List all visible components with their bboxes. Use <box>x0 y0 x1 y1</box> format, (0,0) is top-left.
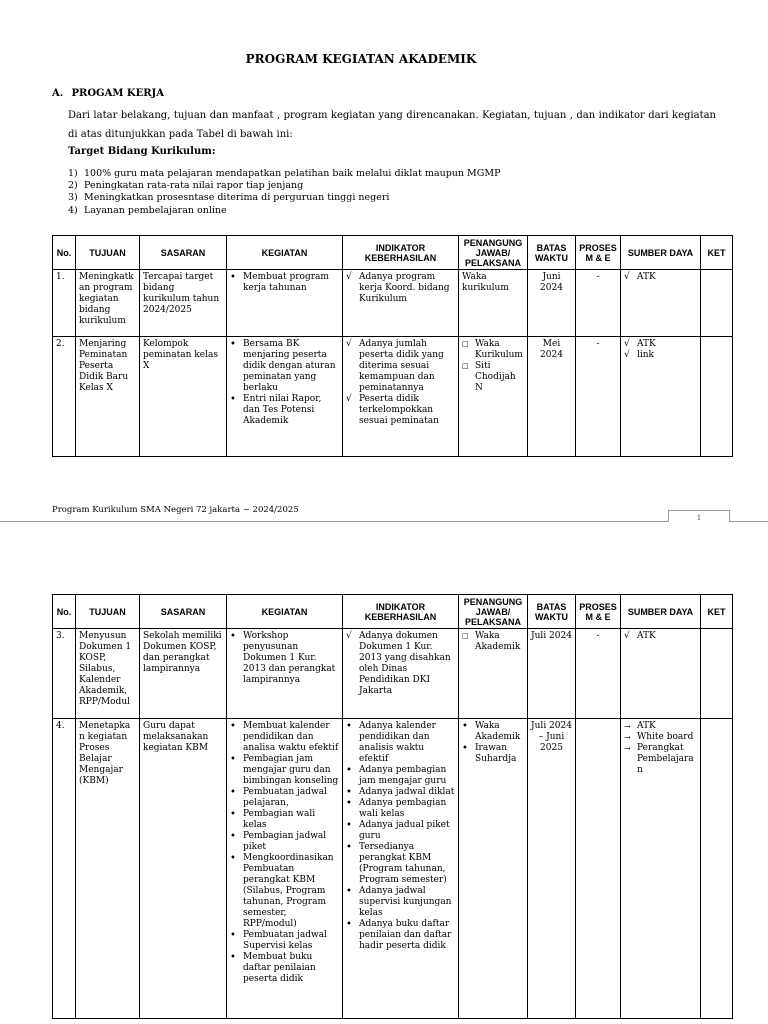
cell-indikator: √ Adanya jumlah peserta didik yang diterima sesuai kemampuan dan peminatannya √ Peserta didik terkelompokkan sesuai peminatan <box>343 337 459 457</box>
cell-tujuan: Menjaring Peminatan Peserta Didik Baru Kelas X <box>76 337 140 457</box>
footer-divider <box>0 521 768 522</box>
cell-sasaran: Tercapai target bidang kurikulum tahun 2024/2025 <box>140 270 227 337</box>
cell-indikator: √ Adanya program kerja Koord. bidang Kurikulum <box>343 270 459 337</box>
cell-indikator: • Adanya kalender pendidikan dan analisis waktu efektif • Adanya pembagian jam mengajar guru • Adanya jadwal diklat • Adanya pembagian wali kelas • Adanya jadual piket guru • Tersedianya perangkat KBM (Program tahunan, Program semester) • Adanya jadwal supervisi kunjungan kelas • Adanya buku daftar penilaian dan daftar hadir peserta didik <box>343 719 459 1019</box>
cell-sasaran: Sekolah memiliki Dokumen KOSP, dan perangkat lampirannya <box>140 629 227 719</box>
col-tujuan: TUJUAN <box>76 236 140 270</box>
page-number: 1 <box>668 510 730 522</box>
target-list <box>68 168 500 217</box>
col-batas: BATAS WAKTU <box>528 236 576 270</box>
table-header-row <box>53 595 733 629</box>
cell-ket <box>701 270 733 337</box>
cell-no: 4. <box>53 719 76 1019</box>
table-row <box>53 719 733 1019</box>
cell-penanggung: □ Waka Akademik <box>459 629 528 719</box>
col-proses: PROSES M & E <box>576 236 621 270</box>
col-penanggung: PENANGUNG JAWAB/ PELAKSANA <box>459 236 528 270</box>
col-no: No. <box>53 236 76 270</box>
cell-kegiatan: • Bersama BK menjaring peserta didik dengan aturan peminatan yang berlaku • Entri nilai Rapor, dan Tes Potensi Akademik <box>227 337 343 457</box>
cell-kegiatan: • Workshop penyusunan Dokumen 1 Kur. 2013 dan perangkat lampirannya <box>227 629 343 719</box>
page-title: PROGRAM KEGIATAN AKADEMIK <box>245 52 477 66</box>
col-indikator: INDIKATOR KEBERHASILAN <box>343 236 459 270</box>
cell-tujuan: Menetapkan kegiatan Proses Belajar Mengajar (KBM) <box>76 719 140 1019</box>
cell-no: 3. <box>53 629 76 719</box>
col-sumber: SUMBER DAYA <box>621 595 701 629</box>
cell-batas: Juli 2024 – Juni 2025 <box>528 719 576 1019</box>
cell-sumber: √ ATK <box>621 270 701 337</box>
cell-kegiatan: • Membuat program kerja tahunan <box>227 270 343 337</box>
table-header-row <box>53 236 733 270</box>
cell-tujuan: Menyusun Dokumen 1 KOSP, Silabus, Kalender Akademik, RPP/Modul <box>76 629 140 719</box>
col-proses: PROSES M & E <box>576 595 621 629</box>
col-sumber: SUMBER DAYA <box>621 236 701 270</box>
col-indikator: INDIKATOR KEBERHASILAN <box>343 595 459 629</box>
cell-penanggung: □ Waka Kurikulum □ Siti Chodijah N <box>459 337 528 457</box>
col-kegiatan: KEGIATAN <box>227 595 343 629</box>
cell-no: 1. <box>53 270 76 337</box>
cell-batas: Mei 2024 <box>528 337 576 457</box>
table-row <box>53 337 733 457</box>
cell-batas: Juli 2024 <box>528 629 576 719</box>
cell-ket <box>701 629 733 719</box>
col-sasaran: SASARAN <box>140 236 227 270</box>
cell-sasaran: Guru dapat melaksanakan kegiatan KBM <box>140 719 227 1019</box>
table-row <box>53 270 733 337</box>
section-title: PROGAM KERJA <box>71 88 164 99</box>
cell-indikator: √ Adanya dokumen Dokumen 1 Kur. 2013 yang disahkan oleh Dinas Pendidikan DKI Jakarta <box>343 629 459 719</box>
section-label: A. <box>52 88 64 99</box>
cell-sumber: √ ATK <box>621 629 701 719</box>
cell-kegiatan: • Membuat kalender pendidikan dan analisa waktu efektif • Pembagian jam mengajar guru dan bimbingan konseling • Pembuatan jadwal pelajaran, • Pembagian wali kelas • Pembagian jadwal piket • Mengkoordinasikan Pembuatan perangkat KBM (Silabus, Program tahunan, Program semester, RPP/modul) • Pembuatan jadwal Supervisi kelas • Membuat buku daftar penilaian peserta didik <box>227 719 343 1019</box>
cell-ket <box>701 719 733 1019</box>
list-item: 1) 100% guru mata pelajaran mendapatkan pelatihan baik melalui diklat maupun MGMP <box>68 168 501 179</box>
cell-sumber: √ ATK √ link <box>621 337 701 457</box>
cell-ket <box>701 337 733 457</box>
cell-proses <box>576 719 621 1019</box>
col-ket: KET <box>701 595 733 629</box>
section-heading <box>52 88 164 99</box>
program-table-2 <box>52 594 733 1019</box>
cell-no: 2. <box>53 337 76 457</box>
cell-penanggung: • Waka Akademik • Irawan Suhardja <box>459 719 528 1019</box>
cell-proses: - <box>576 629 621 719</box>
col-kegiatan: KEGIATAN <box>227 236 343 270</box>
cell-tujuan: Meningkatkan program kegiatan bidang kurikulum <box>76 270 140 337</box>
cell-penanggung: Waka kurikulum <box>459 270 528 337</box>
col-penanggung: PENANGUNG JAWAB/ PELAKSANA <box>459 595 528 629</box>
cell-proses: - <box>576 270 621 337</box>
cell-proses: - <box>576 337 621 457</box>
cell-sumber: → ATK → White board → Perangkat Pembelajaran <box>621 719 701 1019</box>
col-tujuan: TUJUAN <box>76 595 140 629</box>
list-item: 4) Layanan pembelajaran online <box>68 204 227 216</box>
col-sasaran: SASARAN <box>140 595 227 629</box>
col-no: No. <box>53 595 76 629</box>
intro-paragraph: Dari latar belakang, tujuan dan manfaat , program kegiatan yang direncanakan. Kegiatan, tujuan , dan indikator dari kegiatan di atas ditunjukkan pada Tabel di bawah ini: <box>68 110 716 140</box>
footer-text: Program Kurikulum SMA Negeri 72 jakarta ~ 2024/2025 <box>52 505 299 515</box>
list-item: 2) Peningkatan rata-rata nilai rapor tiap jenjang <box>68 180 304 192</box>
table-row <box>53 629 733 719</box>
list-item: 3) Meningkatkan prosesntase diterima di perguruan tinggi negeri <box>68 192 390 204</box>
target-title: Target Bidang Kurikulum: <box>68 146 216 157</box>
program-table-1 <box>52 235 733 457</box>
cell-sasaran: Kelompok peminatan kelas X <box>140 337 227 457</box>
col-ket: KET <box>701 236 733 270</box>
cell-batas: Juni 2024 <box>528 270 576 337</box>
col-batas: BATAS WAKTU <box>528 595 576 629</box>
